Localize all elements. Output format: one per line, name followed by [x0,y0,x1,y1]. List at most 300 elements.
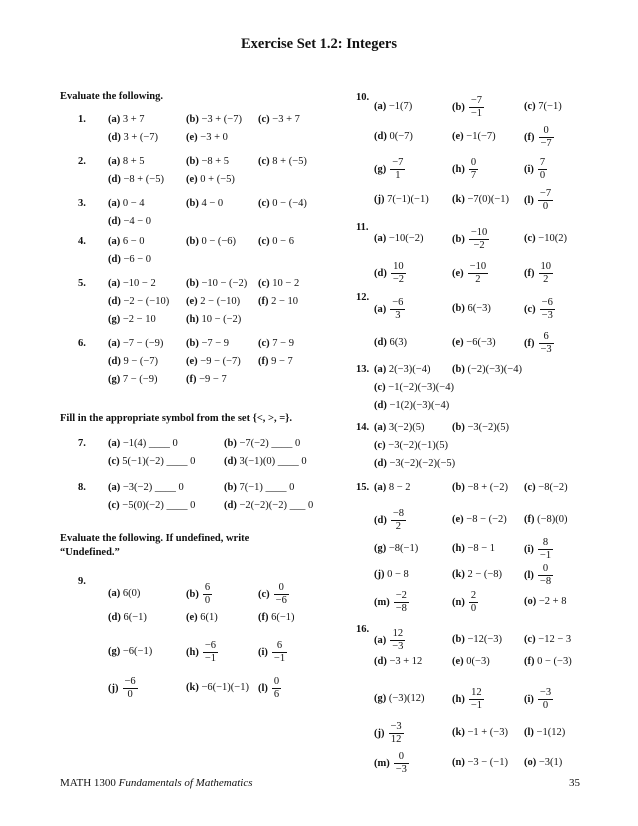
problem-part [452,131,496,142]
expression: 0(−7) [386,131,413,142]
problem-number: 16. [356,624,370,635]
denominator: 0 [204,594,211,606]
numerator: −7 [392,156,404,168]
part-label: (j) [374,727,385,739]
part-label: (d) [108,612,121,623]
expression: 6(3) [386,337,407,348]
expression: −12(−3) [464,634,503,645]
denominator: 0 [470,602,477,614]
numerator: 0 [394,751,409,764]
part-label: (c) [258,588,270,600]
part-label: (e) [186,296,198,307]
expression: 6 − 0 [120,236,145,247]
problem-row [356,292,626,326]
problem-row [356,186,626,214]
expression: −3 + 12 [386,656,423,667]
expression: −9 − 7 [196,374,227,385]
problem-part [186,278,247,289]
expression: 6(0) [120,588,141,599]
part-label: (g) [374,543,387,554]
instruction-undefined: Evaluate the following. If undefined, write [60,533,250,544]
expression: −2 − (−10) [120,296,170,307]
numerator: −7 [470,94,483,106]
problem-part [374,194,429,205]
problem-part [452,569,502,580]
part-label: (k) [452,194,465,205]
problem-row [356,122,626,152]
problem-row [356,588,626,616]
problem-row [78,132,368,150]
problem-part [374,656,422,667]
problem-part [108,216,151,227]
fraction [540,297,555,322]
expression: −5(0)(−2) ____ 0 [119,500,196,511]
fraction [469,227,489,252]
problem-number: 7. [78,438,86,449]
expression: 0 + (−5) [197,174,235,185]
expression: 3 + 7 [120,114,145,125]
problem-row [78,374,368,392]
part-label: (f) [524,131,535,143]
problem-number: 2. [78,156,86,167]
problem-part [524,292,555,326]
part-label: (f) [524,337,535,349]
expression: −2 − 10 [120,314,156,325]
part-label: (l) [524,727,534,738]
denominator: −1 [470,107,483,119]
expression: −1(7) [386,101,413,112]
part-label: (e) [452,267,464,279]
part-label: (h) [186,646,199,658]
problem-part [374,693,425,704]
denominator: −3 [540,343,552,355]
part-label: (c) [524,482,536,493]
numerator: 6 [204,581,211,593]
problem-part [524,656,572,667]
part-label: (h) [452,693,465,705]
problem-number: 14. [356,422,370,433]
part-label: (a) [374,233,387,244]
part-label: (d) [374,131,387,142]
problem-row [78,634,368,670]
problem-part [452,364,522,375]
problem-part [524,101,562,112]
denominator: 6 [273,688,280,700]
part-label: (l) [524,569,534,581]
fraction [538,188,553,213]
problem-part [258,634,287,670]
part-label: (m) [374,757,390,769]
fraction [469,157,478,182]
problem-part [524,757,562,768]
fraction [203,640,218,665]
denominator: −3 [392,640,404,652]
problem-part [224,500,313,511]
part-label: (l) [258,682,268,694]
numerator: 7 [539,156,546,168]
expression: 0 − 4 [120,198,145,209]
expression: 7(−1) [535,101,562,112]
expression: −1 + (−3) [464,727,508,738]
expression: 0(−3) [463,656,490,667]
expression: 0 − (−4) [269,198,307,209]
problem-part [452,514,507,525]
expression: 9 − 7 [268,356,293,367]
fraction [538,537,553,562]
problem-part [108,156,145,167]
problem-part [258,114,300,125]
expression: (−3)(12) [386,693,425,704]
part-label: (f) [186,374,197,385]
part-label: (c) [108,500,120,511]
part-label: (d) [374,400,387,411]
problem-part [452,256,488,290]
part-label: (d) [374,337,387,348]
problem-part [186,576,212,612]
problem-part [524,122,554,152]
problem-part [224,438,300,449]
numerator: 0 [470,156,477,168]
expression: −8 + (−2) [464,482,508,493]
fraction [539,125,554,150]
problem-row [78,174,368,192]
part-label: (i) [258,646,268,658]
expression: −1(4) ____ 0 [120,438,178,449]
problem-part [186,132,228,143]
problem-row [356,562,626,588]
part-label: (a) [374,101,387,112]
part-label: (e) [186,612,198,623]
problem-part [524,186,553,214]
problem-part [258,236,294,247]
expression: 7(−1)(−1) [384,194,429,205]
problem-part [374,458,455,469]
problem-part [108,198,145,209]
expression: −10 − 2 [120,278,156,289]
problem-part [452,727,508,738]
part-label: (b) [186,588,199,600]
expression: −3(1) [536,757,563,768]
course-title: Fundamentals of Mathematics [118,777,253,789]
numerator: 12 [469,687,484,700]
problem-part [452,152,478,186]
expression: −2(−2)(−2) ___ 0 [236,500,314,511]
fraction [391,508,406,533]
problem-row [78,278,368,296]
expression: 2 − 10 [268,296,299,307]
problem-row [78,338,368,356]
numerator: −2 [395,589,407,601]
part-label: (a) [108,438,121,449]
instruction-fill-symbol: Fill in the appropriate symbol from the set {<, >, =}. [60,413,293,424]
fraction [394,590,409,615]
expression: −7(0)(−1) [464,194,510,205]
numerator: −6 [204,639,217,651]
problem-part [258,156,307,167]
part-label: (n) [452,596,465,608]
problem-row [78,254,368,272]
denominator: 2 [395,520,402,532]
part-label: (d) [108,216,121,227]
problem-part [186,338,229,349]
part-label: (b) [224,482,237,493]
problem-part [374,504,406,536]
part-label: (c) [524,303,536,315]
part-label: (b) [186,338,199,349]
problem-part [374,543,418,554]
fraction [469,687,484,712]
part-label: (c) [258,278,270,289]
part-label: (c) [524,233,536,244]
part-label: (d) [108,296,121,307]
denominator: 0 [539,169,546,181]
footer-course [60,777,253,789]
expression: −7 − (−9) [120,338,164,349]
problem-row [78,482,368,500]
problem-row [356,400,626,418]
problem-part [108,278,156,289]
problem-part [186,612,218,623]
numerator: −3 [390,720,402,732]
problem-part [258,612,295,623]
expression: −3(−2)(5) [464,422,510,433]
problem-part [452,543,495,554]
part-label: (k) [452,569,465,580]
expression: −7(−2) ____ 0 [236,438,301,449]
problem-part [186,198,223,209]
part-label: (d) [224,500,237,511]
numerator: −6 [124,675,136,687]
expression: 0 − (−3) [534,656,572,667]
problem-part [258,198,307,209]
part-label: (j) [374,194,385,205]
expression: 9 − (−7) [120,356,159,367]
fraction [538,157,547,182]
numerator: −3 [539,686,552,698]
expression: −6 − 0 [120,254,152,265]
part-label: (a) [108,198,121,209]
problem-part [524,682,553,716]
problem-part [524,326,554,360]
problem-row [356,152,626,186]
part-label: (c) [258,236,270,247]
part-label: (b) [186,236,199,247]
problem-number: 1. [78,114,86,125]
problem-part [374,337,407,348]
problem-row [78,296,368,314]
problem-row [78,438,368,456]
expression: 10 − 2 [269,278,300,289]
denominator: −1 [204,652,217,664]
problem-part [374,750,409,776]
problem-part [108,296,169,307]
problem-part [258,278,299,289]
problem-row [356,536,626,562]
expression: −8 + (−5) [120,174,164,185]
problem-part [374,624,405,656]
part-label: (a) [374,482,387,493]
expression: −8 + 5 [198,156,230,167]
expression: 8 − 2 [386,482,411,493]
problem-row [78,114,368,132]
problem-part [452,634,502,645]
problem-part [374,440,448,451]
expression: −3 + (−7) [198,114,242,125]
part-label: (n) [452,757,465,768]
fraction [203,582,212,607]
expression: −6(−3) [463,337,496,348]
expression: −1(−2)(−3)(−4) [385,382,454,393]
part-label: (f) [258,296,269,307]
problem-row [356,422,626,440]
expression: 2(−3)(−4) [386,364,431,375]
expression: 6(−1) [268,612,295,623]
expression: 6(−3) [464,303,491,314]
part-label: (b) [186,198,199,209]
expression: −10(2) [535,233,567,244]
problem-row [356,92,626,122]
expression: −9 − (−7) [197,356,241,367]
problem-row [78,156,368,174]
expression: −4 − 0 [120,216,152,227]
part-label: (o) [524,596,537,607]
problem-row [356,256,626,290]
problem-part [186,356,241,367]
part-label: (i) [524,163,534,175]
problem-number: 11. [356,222,369,233]
part-label: (d) [108,254,121,265]
denominator: −1 [539,549,552,561]
page-number: 35 [569,777,580,789]
fraction [274,582,289,607]
problem-number: 12. [356,292,370,303]
part-label: (a) [374,303,387,315]
expression: 0 − (−6) [198,236,237,247]
course-code: MATH 1300 [60,777,116,789]
problem-row [356,382,626,400]
part-label: (d) [108,356,121,367]
fraction [469,590,478,615]
part-label: (a) [108,278,121,289]
expression: 2 − (−10) [197,296,241,307]
problem-row [356,440,626,458]
part-label: (a) [108,588,121,599]
problem-part [108,670,138,706]
expression: −8 − 1 [464,543,496,554]
problem-part [108,314,156,325]
problem-row [356,504,626,536]
part-label: (f) [258,612,269,623]
numerator: −10 [469,260,487,272]
part-label: (b) [224,438,237,449]
part-label: (l) [524,194,534,206]
fraction [539,261,554,286]
numerator: 6 [272,640,287,653]
denominator: 0 [127,688,133,700]
part-label: (a) [374,634,387,646]
problem-row [78,356,368,374]
problem-part [374,569,409,580]
part-label: (a) [374,422,387,433]
fraction [272,676,281,701]
problem-part [108,132,158,143]
part-label: (a) [108,156,121,167]
problem-part [524,562,553,588]
problem-number: 6. [78,338,86,349]
problem-part [524,596,566,607]
denominator: 0 [542,200,549,212]
denominator: 12 [390,733,402,745]
part-label: (b) [186,278,199,289]
part-label: (b) [452,422,465,433]
part-label: (e) [452,337,464,348]
expression: −1(−7) [463,131,496,142]
problem-number: 9. [78,576,86,587]
expression: (−2)(−3)(−4) [464,364,522,375]
fraction [272,640,287,665]
denominator: 3 [395,309,401,321]
part-label: (g) [108,374,121,385]
fraction [538,687,553,712]
problem-part [452,482,508,493]
numerator: 6 [539,331,554,344]
expression: 7 − 9 [269,338,294,349]
numerator: 0 [274,582,289,595]
part-label: (c) [374,382,386,393]
problem-part [186,634,218,670]
problem-part [452,222,489,256]
fraction [538,563,553,588]
expression: (−8)(0) [534,514,568,525]
problem-part [108,482,184,493]
denominator: 7 [470,169,477,181]
problem-row [78,456,368,474]
expression: 6(−1) [120,612,147,623]
problem-part [374,400,449,411]
part-label: (e) [452,656,464,667]
fraction [391,261,406,286]
problem-number: 10. [356,92,370,103]
problem-row [356,750,626,776]
denominator: −3 [395,763,407,775]
denominator: 1 [395,169,401,181]
part-label: (b) [186,156,199,167]
instruction-evaluate: Evaluate the following. [60,91,163,102]
part-label: (b) [452,101,465,113]
problem-row [78,314,368,332]
problem-part [108,254,151,265]
denominator: 2 [475,273,481,285]
problem-row [356,624,626,656]
problem-row [78,576,368,612]
expression: −12 − 3 [535,634,572,645]
part-label: (d) [374,514,387,526]
problem-part [108,174,164,185]
part-label: (m) [374,596,390,608]
problem-part [524,233,567,244]
problem-part [374,233,423,244]
problem-part [108,438,178,449]
problem-part [452,682,484,716]
problem-part [374,382,454,393]
part-label: (c) [258,338,270,349]
expression: −3(−2)(−1)(5) [385,440,449,451]
problem-part [186,682,249,693]
problem-row [78,236,368,254]
problem-part [186,236,236,247]
part-label: (c) [258,114,270,125]
denominator: −6 [275,594,287,606]
